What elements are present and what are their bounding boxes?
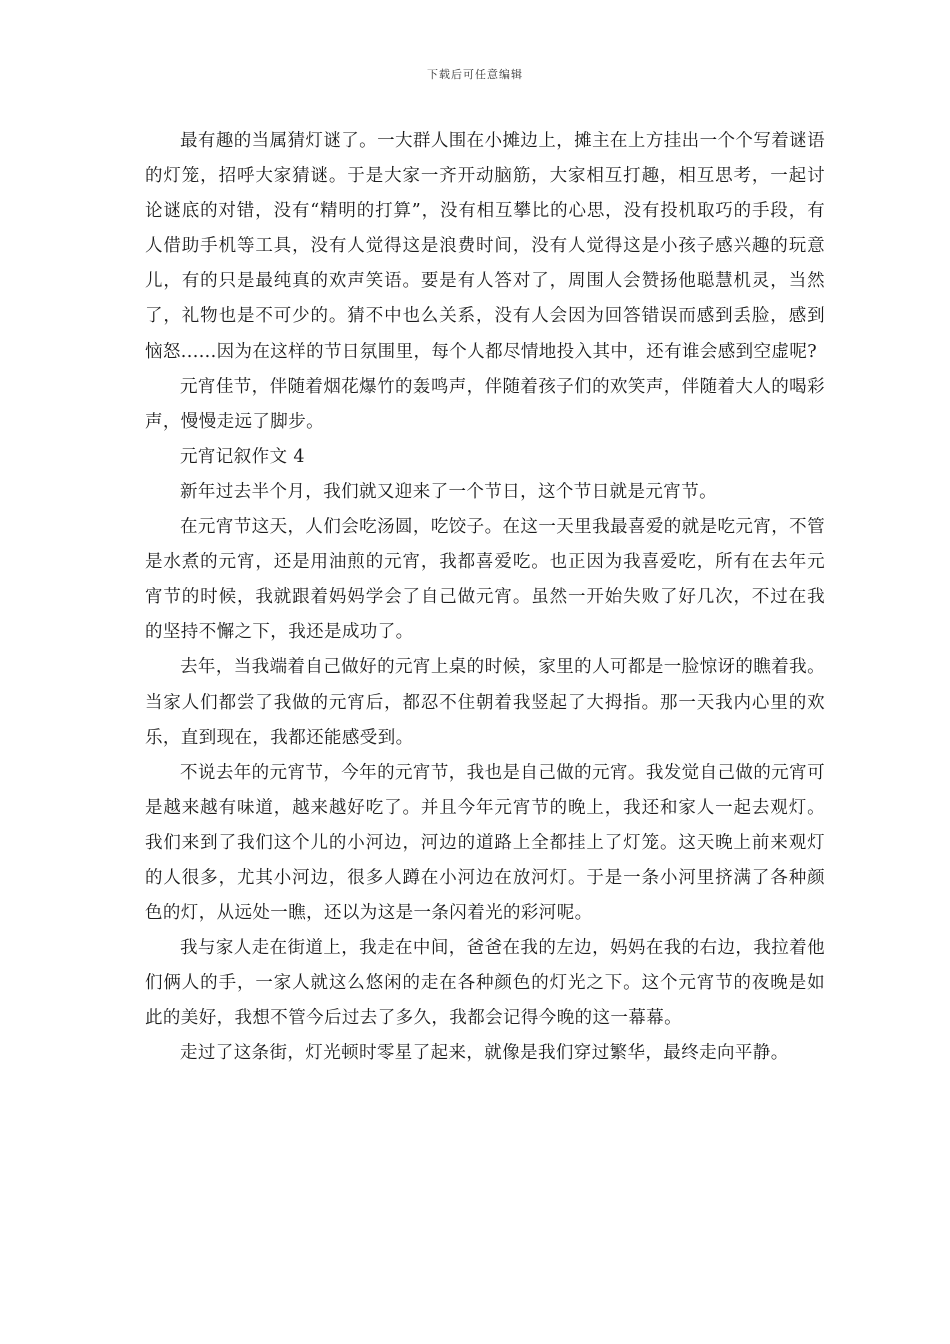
paragraph: 去年，当我端着自己做好的元宵上桌的时候，家里的人可都是一脸惊讶的瞧着我。当家人们都尝了我做的元宵后，都忍不住朝着我竖起了大拇指。那一天我内心里的欢乐，直到现在，我都还能感受到。 (145, 657, 825, 748)
paragraph: 在元宵节这天，人们会吃汤圆，吃饺子。在这一天里我最喜爱的就是吃元宵，不管是水煮的元宵，还是用油煎的元宵，我都喜爱吃。也正因为我喜爱吃，所有在去年元宵节的时候，我就跟着妈妈学会了自己做元宵。虽然一开始失败了好几次，不过在我的坚持不懈之下，我还是成功了。 (145, 517, 825, 643)
paragraph: 元宵佳节，伴随着烟花爆竹的轰鸣声，伴随着孩子们的欢笑声，伴随着大人的喝彩声，慢慢走远了脚步。 (145, 376, 825, 432)
paragraph: 新年过去半个月，我们就又迎来了一个节日，这个节日就是元宵节。 (180, 481, 717, 502)
section-title: 元宵记叙作文 4 (180, 446, 305, 467)
paragraph: 我与家人走在街道上，我走在中间，爸爸在我的左边，妈妈在我的右边，我拉着他们俩人的手，一家人就这么悠闲的走在各种颜色的灯光之下。这个元宵节的夜晚是如此的美好，我想不管今后过去了多久，我都会记得今晚的这一幕幕。 (145, 938, 825, 1029)
paragraph: 最有趣的当属猜灯谜了。一大群人围在小摊边上，摊主在上方挂出一个个写着谜语的灯笼，招呼大家猜谜。于是大家一齐开动脑筋，大家相互打趣，相互思考，一起讨论谜底的对错，没有“精明的打算”，没有相互攀比的心思，没有投机取巧的手段，有人借助手机等工具，没有人觉得这是浪费时间，没有人觉得这是小孩子感兴趣的玩意儿，有的只是最纯真的欢声笑语。要是有人答对了，周围人会赞扬他聪慧机灵，当然了，礼物也是不可少的。猜不中也么关系，没有人会因为回答错误而感到丢脸，感到恼怒......因为在这样的节日氛围里，每个人都尽情地投入其中，还有谁会感到空虚呢? (145, 131, 825, 362)
paragraph: 走过了这条街，灯光顿时零星了起来，就像是我们穿过繁华，最终走向平静。 (180, 1043, 789, 1064)
document-body (145, 124, 825, 1072)
page-header: 下载后可任意编辑 (427, 68, 523, 81)
paragraph: 不说去年的元宵节，今年的元宵节，我也是自己做的元宵。我发觉自己做的元宵可是越来越有味道，越来越好吃了。并且今年元宵节的晚上，我还和家人一起去观灯。我们来到了我们这个儿的小河边，河边的道路上全都挂上了灯笼。这天晚上前来观灯的人很多，尤其小河边，很多人蹲在小河边在放河灯。于是一条小河里挤满了各种颜色的灯，从远处一瞧，还以为这是一条闪着光的彩河呢。 (145, 762, 825, 924)
